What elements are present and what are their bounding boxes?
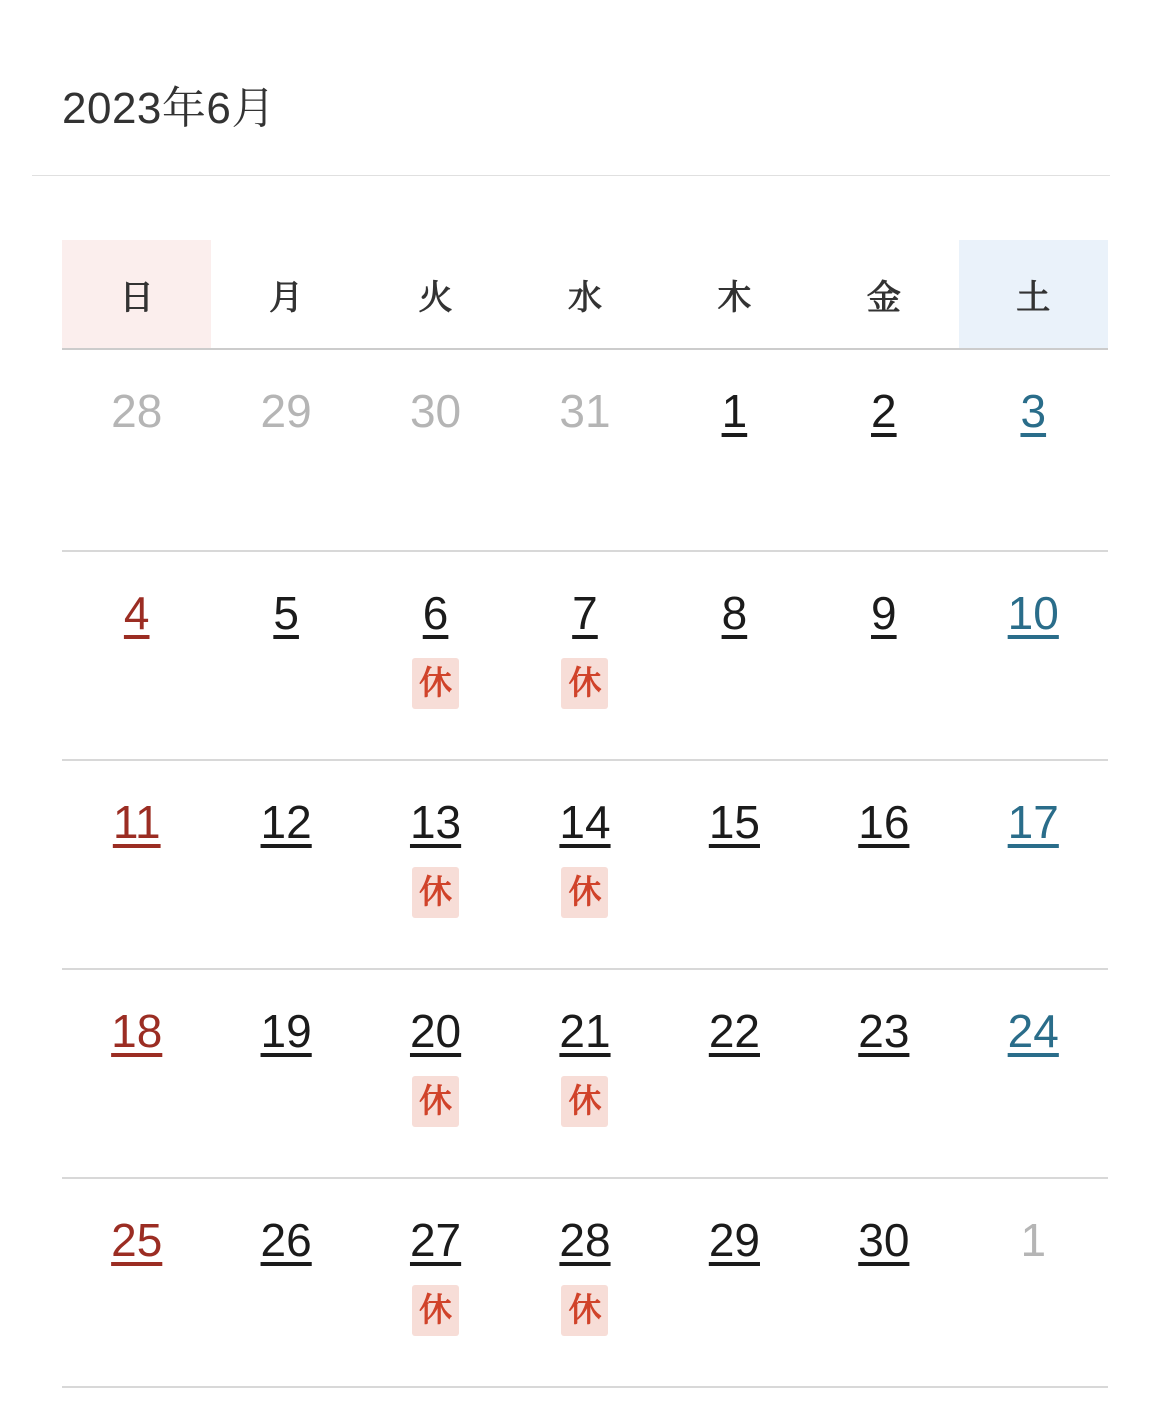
calendar-day-cell[interactable] [660,760,809,969]
day-cell-inner [809,552,958,639]
calendar-day-cell [510,349,659,551]
day-cell-inner [510,970,659,1127]
day-number[interactable]: 14 [559,796,611,848]
calendar-day-cell[interactable] [959,349,1108,551]
day-number[interactable]: 15 [708,796,760,848]
calendar-day-cell[interactable] [211,551,360,760]
calendar-day-cell[interactable] [660,551,809,760]
calendar-week-row [62,551,1108,760]
day-number[interactable]: 9 [871,587,897,639]
day-number[interactable]: 8 [721,587,748,639]
calendar-day-cell[interactable] [361,969,510,1178]
day-number: 30 [409,385,462,437]
calendar-body [62,349,1108,1387]
calendar-week-row [62,349,1108,551]
day-cell-inner [361,1179,510,1336]
calendar-day-cell[interactable] [361,1178,510,1387]
calendar-day-cell[interactable] [959,551,1108,760]
calendar-day-cell[interactable] [809,1178,958,1387]
day-cell-inner [809,1179,958,1266]
day-cell-inner [959,970,1108,1057]
day-number[interactable]: 2 [871,385,897,437]
calendar-header-row [62,240,1108,349]
calendar-week-row [62,969,1108,1178]
calendar-day-cell [211,349,360,551]
calendar-day-cell[interactable] [959,760,1108,969]
day-cell-inner [660,761,809,848]
day-cell-inner [660,350,809,437]
day-cell-inner [361,761,510,918]
holiday-badge: 休 [412,1285,459,1336]
page-title: 2023年6月 [62,84,276,133]
holiday-badge: 休 [561,1285,608,1336]
weekday-header-3: 水 [510,240,659,349]
holiday-badge: 休 [412,658,459,709]
day-cell-inner [959,1179,1108,1266]
day-cell-inner [660,552,809,639]
calendar-day-cell[interactable] [809,551,958,760]
weekday-header-2: 火 [361,240,510,349]
day-cell-inner [809,761,958,848]
day-cell-inner [660,1179,809,1266]
day-number[interactable]: 21 [559,1005,611,1057]
holiday-badge: 休 [561,867,608,918]
day-number[interactable]: 27 [409,1214,462,1266]
day-cell-inner [510,350,659,437]
day-number[interactable]: 20 [409,1005,462,1057]
holiday-badge: 休 [561,1076,608,1127]
day-cell-inner [959,761,1108,848]
holiday-badge: 休 [561,658,608,709]
day-cell-inner [809,350,958,437]
day-number[interactable]: 28 [559,1214,611,1266]
weekday-header-4: 木 [660,240,809,349]
day-number[interactable]: 16 [858,796,910,848]
day-number[interactable]: 25 [111,1214,163,1266]
day-cell-inner [510,761,659,918]
day-cell-inner [361,970,510,1127]
day-cell-inner [62,1179,211,1266]
calendar-day-cell[interactable] [809,969,958,1178]
title-divider [32,175,1110,176]
day-cell-inner [361,552,510,709]
calendar-day-cell[interactable] [211,969,360,1178]
day-cell-inner [62,350,211,437]
day-number[interactable]: 10 [1007,587,1059,639]
calendar-day-cell[interactable] [62,969,211,1178]
calendar-day-cell[interactable] [959,969,1108,1178]
calendar-day-cell[interactable] [211,1178,360,1387]
calendar-day-cell [361,349,510,551]
day-number[interactable]: 26 [260,1214,312,1266]
day-cell-inner [211,552,360,639]
holiday-badge: 休 [412,867,459,918]
day-number: 29 [260,385,312,437]
calendar-day-cell [959,1178,1108,1387]
calendar-day-cell[interactable] [660,969,809,1178]
day-number[interactable]: 11 [112,796,161,848]
day-cell-inner [809,970,958,1057]
day-cell-inner [62,970,211,1057]
day-cell-inner [62,552,211,639]
day-number[interactable]: 13 [409,796,462,848]
day-number[interactable]: 5 [273,587,299,639]
calendar-week-row [62,760,1108,969]
calendar-day-cell[interactable] [660,349,809,551]
day-number[interactable]: 3 [1020,385,1047,437]
day-number[interactable]: 7 [572,587,598,639]
calendar-day-cell[interactable] [361,760,510,969]
calendar-day-cell[interactable] [809,760,958,969]
day-number: 1 [1020,1214,1047,1266]
day-cell-inner [211,970,360,1057]
calendar-day-cell[interactable] [510,1178,659,1387]
day-cell-inner [211,761,360,848]
day-number[interactable]: 12 [260,796,312,848]
calendar-week-row [62,1178,1108,1387]
day-number[interactable]: 4 [123,587,150,639]
calendar-day-cell[interactable] [62,551,211,760]
calendar-container [62,240,1108,1388]
day-number[interactable]: 1 [721,385,748,437]
day-number[interactable]: 24 [1007,1005,1059,1057]
day-number[interactable]: 19 [260,1005,312,1057]
weekday-header-1: 月 [211,240,360,349]
day-cell-inner [510,552,659,709]
day-cell-inner [660,970,809,1057]
day-cell-inner [211,350,360,437]
day-number[interactable]: 17 [1007,796,1059,848]
day-cell-inner [62,761,211,848]
day-number[interactable]: 30 [858,1214,910,1266]
calendar-day-cell[interactable] [510,760,659,969]
weekday-header-5: 金 [809,240,958,349]
day-cell-inner [959,552,1108,639]
calendar-day-cell[interactable] [62,760,211,969]
day-cell-inner [211,1179,360,1266]
day-number[interactable]: 18 [111,1005,163,1057]
calendar-day-cell[interactable] [660,1178,809,1387]
day-number[interactable]: 22 [708,1005,760,1057]
calendar-day-cell[interactable] [62,1178,211,1387]
day-cell-inner [361,350,510,437]
holiday-badge: 休 [412,1076,459,1127]
calendar-day-cell [62,349,211,551]
weekday-header-6: 土 [959,240,1108,349]
day-number[interactable]: 23 [858,1005,910,1057]
day-cell-inner [510,1179,659,1336]
day-number: 28 [111,385,163,437]
day-cell-inner [959,350,1108,437]
calendar-day-cell[interactable] [809,349,958,551]
calendar-day-cell[interactable] [510,969,659,1178]
day-number: 31 [559,385,611,437]
month-calendar [62,240,1108,1388]
calendar-day-cell[interactable] [211,760,360,969]
calendar-day-cell[interactable] [361,551,510,760]
calendar-day-cell[interactable] [510,551,659,760]
day-number[interactable]: 29 [708,1214,760,1266]
weekday-header-0: 日 [62,240,211,349]
day-number[interactable]: 6 [422,587,449,639]
